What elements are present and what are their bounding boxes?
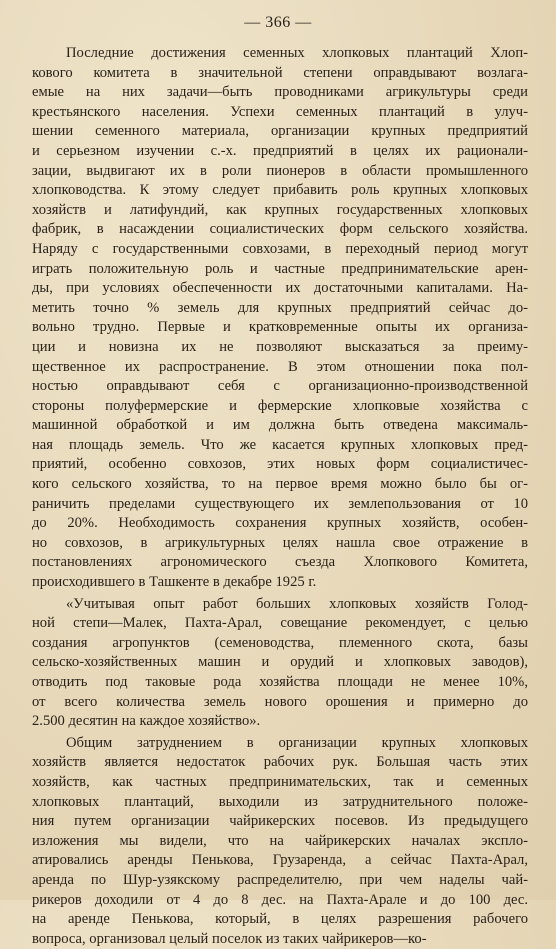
text-line: стороны полуфермерские и фермерские хлопковые хозяйства с: [32, 397, 528, 414]
text-line: емые на них задачи—быть проводниками агрикультуры среди: [32, 84, 528, 101]
text-line: ностью оправдывают себя с организационно-производственной: [32, 378, 528, 395]
text-line: кого сельского хозяйства, то на первое время можно было бы ог-: [32, 476, 528, 493]
text-line: от всего количества земель нового орошения и примерно до: [32, 693, 528, 710]
text-line: изложения мы видели, что на чайрикерских началах экспло-: [32, 832, 528, 849]
text-line: вопроса, организовал целый поселок из таких чайрикеров—ко-: [32, 930, 427, 947]
text-line: Общим затруднением в организации крупных хлопковых: [66, 734, 528, 751]
text-line: приятий, особенно совхозов, этих новых форм социалистичес-: [32, 456, 528, 473]
text-line: хозяйств, как частных предпринимательских, так и семенных: [32, 773, 528, 790]
text-line: щественное их распространение. В этом отношении пока пол-: [32, 358, 528, 375]
text-line: происходившего в Ташкенте в декабре 1925 г.: [32, 574, 317, 591]
paragraph: [32, 734, 528, 949]
text-line: Последние достижения семенных хлопковых плантаций Хлоп-: [66, 45, 528, 61]
text-line: на аренде Пенькова, который, в целях разрешения рабочего: [32, 911, 528, 928]
text-line: атировались аренды Пенькова, Грузаренда, а сейчас Пахта-Арал,: [32, 852, 528, 869]
text-line: сельско-хозяйственных машин и орудий и хлопковых заводов),: [32, 654, 528, 671]
text-line: рикеров доходили от 4 до 8 дес. на Пахта-Арале и до 100 дес.: [32, 891, 528, 908]
text-line: ды, при условиях обеспеченности их достаточными капиталами. На-: [32, 280, 528, 297]
text-line: создания агропунктов (семеноводства, племенного скота, базы: [32, 634, 528, 651]
text-line: раничить пределами существующего их землепользования от 10: [32, 495, 528, 512]
text-line: фабрик, в насаждении социалистических форм сельского хозяйства.: [32, 221, 528, 238]
text-line: шении семенного материала, организации крупных предприятий: [32, 123, 528, 140]
text-line: ния путем организации чайрикерских посевов. Из предыдущего: [32, 813, 528, 830]
text-line: «Учитывая опыт работ больших хлопковых хозяйств Голод-: [66, 595, 528, 612]
text-line: 2.500 десятин на каждое хозяйство».: [32, 713, 261, 730]
text-line: аренда по Шур-узякскому распределителю, при чем наделы чай-: [32, 871, 528, 888]
text-line: до 20%. Необходимость сохранения крупных хозяйств, особен-: [32, 515, 528, 532]
text-line: постановлениях агрономического съезда Хлопкового Комитета,: [32, 554, 528, 571]
text-line: машинной обработкой и им должна быть отведена максималь-: [32, 417, 528, 434]
text-line: кового комитета в значительной степени оправдывают возлага-: [32, 64, 528, 81]
text-line: играть положительную роль и частные предпринимательские арен-: [32, 260, 528, 277]
text-line: метить точно % земель для крупных предприятий сейчас до-: [32, 299, 528, 316]
text-line: хлопководства. К этому следует прибавить роль крупных хлопковых: [32, 182, 528, 199]
text-line: хозяйств и латифундий, как крупных государственных хлопковых: [32, 201, 528, 218]
text-line: и серьезном изучении с.-х. предприятий в целях их рационали-: [32, 142, 528, 159]
text-line: но совхозов, в агрикультурных целях нашла свое отражение в: [32, 534, 528, 551]
text-line: ной степи—Малек, Пахта-Арал, совещание рекомендует, с целью: [32, 615, 528, 632]
paragraph: [32, 44, 528, 593]
text-line: хлопковых плантаций, выходили из затруднительного положе-: [32, 793, 528, 810]
text-line: Наряду с государственными совхозами, в переходный период могут: [32, 240, 528, 257]
paragraph: [32, 595, 528, 732]
text-line: ная площадь земель. Что же касается крупных хлопковых пред-: [32, 436, 528, 453]
text-line: зации, выдвигают их в роли пионеров в области промышленного: [32, 162, 528, 179]
text-line: вольно трудно. Первые и кратковременные опыты их организа-: [32, 319, 528, 336]
text-line: ции и новизна их не позволяют высказаться за преиму-: [32, 338, 528, 355]
body-text: [32, 44, 528, 949]
text-line: хозяйств является недостаток рабочих рук. Большая часть этих: [32, 754, 528, 771]
text-line: отводить под таковые рода хозяйства площади не менее 10%,: [32, 674, 528, 690]
page-number: — 366 —: [244, 14, 312, 31]
text-line: крестьянского населения. Успехи семенных плантаций в улуч-: [32, 103, 528, 120]
